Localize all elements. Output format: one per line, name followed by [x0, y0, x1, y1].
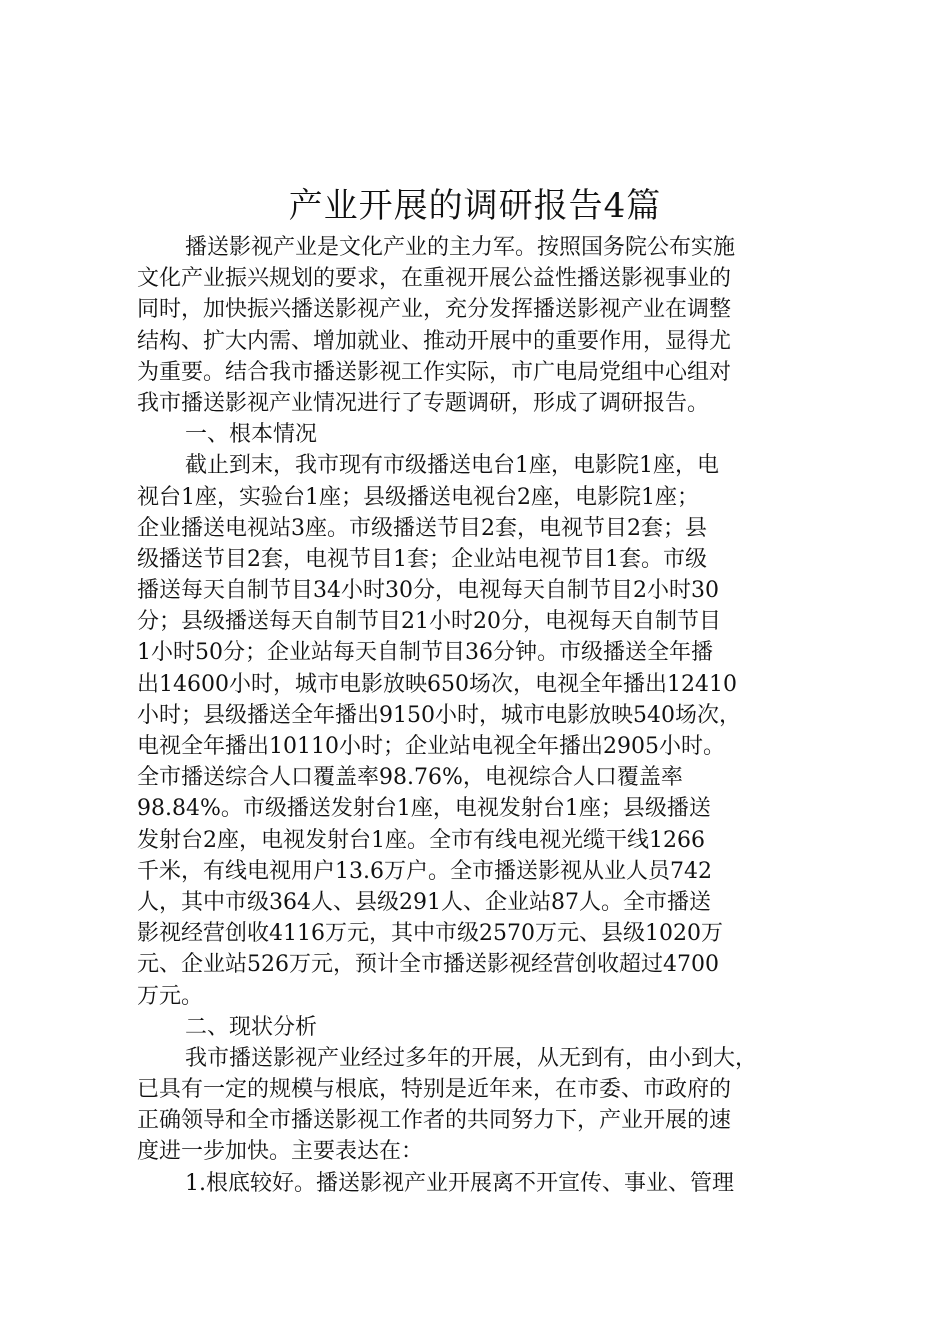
document-line: 二、现状分析	[185, 1014, 318, 1040]
document-line: 一、根本情况	[185, 422, 318, 448]
document-line: 发射台2座，电视发射台1座。全市有线电视光缆干线1266	[137, 827, 705, 853]
document-line: 播送影视产业是文化产业的主力军。按照国务院公布实施	[185, 235, 736, 260]
document-line: 1.根底较好。播送影视产业开展离不开宣传、事业、管理	[185, 1170, 734, 1196]
document-line: 同时，加快振兴播送影视产业，充分发挥播送影视产业在调整	[137, 297, 732, 323]
document-line: 截止到末，我市现有市级播送电台1座，电影院1座，电	[185, 453, 719, 479]
document-line: 结构、扩大内需、增加就业、推动开展中的重要作用，显得尤	[137, 328, 732, 354]
document-body	[137, 232, 837, 1199]
document-line: 我市播送影视产业情况进行了专题调研，形成了调研报告。	[137, 390, 710, 416]
document-line: 为重要。结合我市播送影视工作实际，市广电局党组中心组对	[137, 359, 732, 385]
document-line: 出14600小时，城市电影放映650场次，电视全年播出12410	[137, 671, 737, 697]
document-line: 万元。	[137, 983, 204, 1009]
document-line: 文化产业振兴规划的要求，在重视开展公益性播送影视事业的	[137, 266, 732, 292]
document-line: 分；县级播送每天自制节目21小时20分，电视每天自制节目	[137, 609, 721, 635]
document-line: 人，其中市级364人、县级291人、企业站87人。全市播送	[137, 889, 711, 915]
document-line: 已具有一定的规模与根底，特别是近年来，在市委、市政府的	[137, 1077, 732, 1103]
document-line: 1小时50分；企业站每天自制节目36分钟。市级播送全年播	[137, 640, 713, 666]
document-line: 电视全年播出10110小时；企业站电视全年播出2905小时。	[137, 734, 725, 759]
document-line: 小时；县级播送全年播出9150小时，城市电影放映540场次，	[137, 702, 741, 728]
document-line: 度进一步加快。主要表达在：	[137, 1139, 424, 1165]
document-line: 正确领导和全市播送影视工作者的共同努力下，产业开展的速	[137, 1108, 732, 1134]
document-title: 产业开展的调研报告4篇	[288, 186, 662, 226]
document-line: 全市播送综合人口覆盖率98.76%，电视综合人口覆盖率	[137, 765, 683, 791]
document-line: 元、企业站526万元，预计全市播送影视经营创收超过4700	[137, 952, 719, 978]
document-line: 播送每天自制节目34小时30分，电视每天自制节目2小时30	[137, 578, 719, 604]
document-line: 影视经营创收4116万元，其中市级2570万元、县级1020万	[137, 921, 723, 947]
document-line: 企业播送电视站3座。市级播送节目2套，电视节目2套；县	[137, 515, 707, 541]
document-line: 千米，有线电视用户13.6万户。全市播送影视从业人员742	[137, 858, 712, 884]
document-line: 级播送节目2套，电视节目1套；企业站电视节目1套。市级	[137, 546, 707, 572]
document-line: 98.84%。市级播送发射台1座，电视发射台1座；县级播送	[137, 796, 711, 822]
document-line: 视台1座，实验台1座；县级播送电视台2座，电影院1座；	[137, 484, 699, 510]
document-line: 我市播送影视产业经过多年的开展，从无到有，由小到大，	[185, 1045, 758, 1071]
